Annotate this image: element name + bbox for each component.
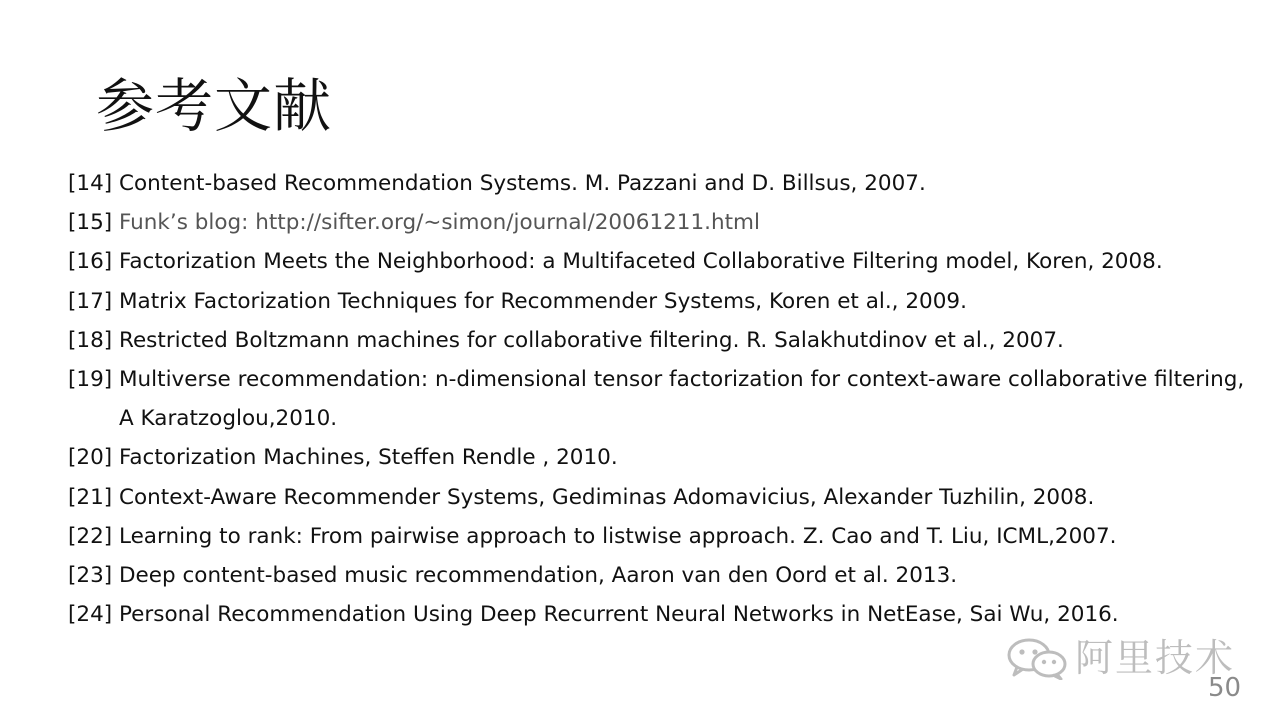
reference-number: [17]	[68, 288, 113, 314]
reference-item	[68, 556, 1263, 595]
reference-list	[68, 164, 1263, 634]
reference-number: [18]	[68, 327, 113, 353]
reference-item	[68, 242, 1263, 281]
reference-text: Context-Aware Recommender Systems, Gediminas Adomavicius, Alexander Tuzhilin, 2008.	[118, 484, 1095, 510]
reference-number: [22]	[68, 523, 113, 549]
reference-number: [15]	[68, 210, 113, 236]
reference-item	[68, 478, 1263, 517]
reference-text: Matrix Factorization Techniques for Recommender Systems, Koren et al., 2009.	[118, 288, 967, 314]
wechat-icon	[1005, 636, 1069, 680]
reference-item	[68, 517, 1263, 556]
reference-item	[68, 164, 1263, 203]
reference-text: Factorization Meets the Neighborhood: a Multifaceted Collaborative Filtering model, Koren, 2008.	[118, 249, 1163, 275]
reference-text: Deep content-based music recommendation, Aaron van den Oord et al. 2013.	[118, 563, 958, 589]
reference-item	[68, 282, 1263, 321]
reference-number: [19]	[68, 367, 113, 393]
reference-text: Personal Recommendation Using Deep Recurrent Neural Networks in NetEase, Sai Wu, 2016.	[118, 602, 1119, 628]
reference-link-text[interactable]: Funk’s blog: http://sifter.org/~simon/journal/20061211.html	[118, 210, 760, 236]
reference-number: [21]	[68, 484, 113, 510]
watermark	[1005, 634, 1235, 682]
reference-text: Factorization Machines, Steffen Rendle , 2010.	[118, 445, 618, 471]
reference-text: Restricted Boltzmann machines for collaborative filtering. R. Salakhutdinov et al., 2007.	[118, 327, 1064, 353]
reference-item	[68, 438, 1263, 477]
reference-item	[68, 203, 1263, 242]
reference-number: [23]	[68, 563, 113, 589]
reference-text: Multiverse recommendation: n-dimensional tensor factorization for context-aware collaborative filtering, A Karatzoglou,2010.	[118, 367, 1245, 432]
reference-number: [24]	[68, 602, 113, 628]
reference-item	[68, 321, 1263, 360]
watermark-text: 阿里技术	[1075, 636, 1236, 680]
reference-number: [14]	[68, 171, 113, 196]
reference-text: Learning to rank: From pairwise approach to listwise approach. Z. Cao and T. Liu, ICML,2007.	[118, 523, 1117, 549]
page-number: 50	[1208, 673, 1242, 703]
slide-title: 参考文献	[96, 72, 333, 140]
reference-item	[68, 595, 1263, 634]
reference-number: [16]	[68, 249, 113, 275]
reference-item	[68, 360, 1263, 438]
reference-number: [20]	[68, 445, 113, 471]
reference-text: Content-based Recommendation Systems. M. Pazzani and D. Billsus, 2007.	[118, 171, 926, 196]
